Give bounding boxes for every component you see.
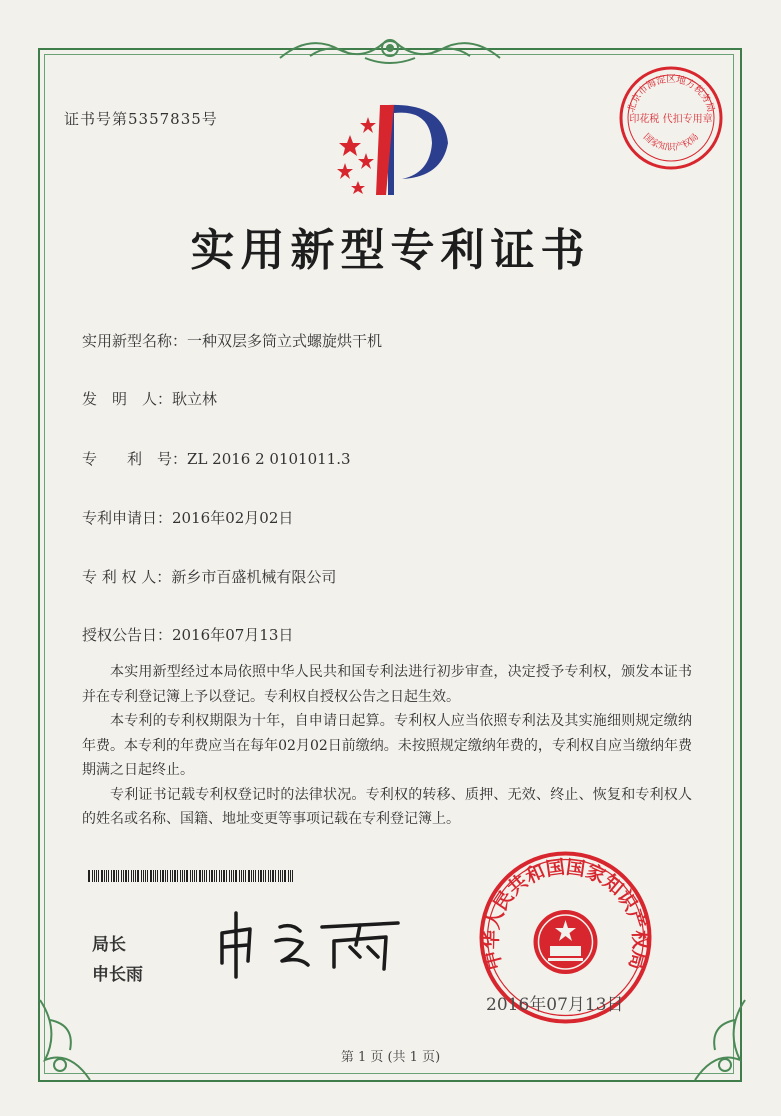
tax-stamp-bottom-text: 国家知识产权局: [640, 132, 702, 154]
field-patent-number: [82, 448, 351, 469]
field-label: 专 利 权 人：: [82, 568, 172, 586]
field-grant-date: [82, 624, 293, 645]
field-value: 新乡市百盛机械有限公司: [171, 568, 337, 586]
field-utility-model-name: [82, 330, 382, 351]
corner-ornament-bottom-left: [30, 990, 120, 1090]
top-ornament: [270, 28, 510, 68]
sipo-logo: [330, 95, 460, 200]
tax-stamp: [617, 64, 725, 172]
barcode: [88, 870, 293, 882]
field-inventor: [82, 388, 217, 409]
field-patentee: [82, 566, 336, 587]
corner-ornament-bottom-right: [665, 990, 755, 1090]
seal-date: 2016年07月13日: [486, 995, 624, 1015]
certificate-number: 证书号第5357835号: [64, 110, 218, 128]
national-emblem: [534, 910, 598, 974]
svg-text:国家知识产权局: [641, 131, 701, 153]
field-value: 2016年07月13日: [172, 626, 294, 644]
field-label: 专利申请日：: [82, 509, 173, 527]
field-value: 耿立林: [172, 390, 218, 408]
field-label: 实用新型名称：: [82, 332, 188, 350]
page-number: 第 1 页 (共 1 页): [340, 1050, 441, 1065]
field-value: ZL 2016 2 0101011.3: [187, 450, 351, 468]
director-name: 申长雨: [92, 965, 143, 985]
body-paragraph: 本实用新型经过本局依照中华人民共和国专利法进行初步审查，决定授予专利权，颁发本证书并在专利登记簿上予以登记。专利权自授权公告之日起生效。: [82, 664, 692, 705]
director-signature: [210, 905, 410, 980]
body-paragraph: 专利证书记载专利权登记时的法律状况。专利权的转移、质押、无效、终止、恢复和专利权人的姓名或名称、国籍、地址变更等事项记载在专利登记簿上。: [82, 786, 692, 827]
tax-stamp-text: 北京市海淀区地方税务局: [625, 74, 717, 114]
field-label: 专 利 号：: [82, 450, 188, 468]
field-label: 授权公告日：: [82, 626, 173, 644]
field-application-date: [82, 507, 293, 528]
tax-stamp-inner-text: 印花税 代扣专用章: [629, 114, 713, 125]
body-paragraph: 本专利的专利权期限为十年，自申请日起算。专利权人应当依照专利法及其实施细则规定缴纳年费。本专利的年费应当在每年02月02日前缴纳。未按照规定缴纳年费的，专利权自应当缴纳年费期满之日起终止。: [82, 713, 692, 778]
field-value: 一种双层多筒立式螺旋烘干机: [187, 332, 383, 350]
field-value: 2016年02月02日: [172, 509, 294, 527]
seal-text: 中华人民共和国国家知识产权局: [480, 856, 651, 973]
certificate-body: [82, 660, 692, 832]
field-label: 发 明 人：: [82, 390, 173, 408]
director-title: 局长: [92, 935, 126, 955]
certificate-title: 实用新型专利证书: [190, 225, 591, 276]
